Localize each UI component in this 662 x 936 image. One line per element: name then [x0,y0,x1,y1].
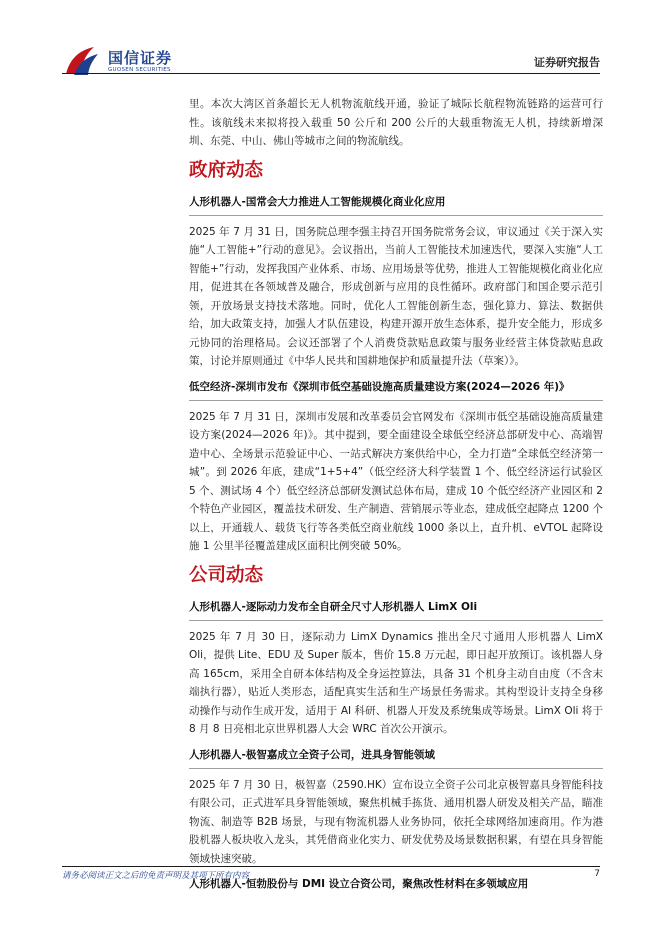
report-type-label: 证券研究报告 [534,56,600,69]
gov-item-2-body: 2025 年 7 月 31 日，深圳市发展和改革委员会官网发布《深圳市低空基础设施高质量建设方案(2024—2026 年)》。其中提到，要全面建设全球低空经济总部研发中心、高端智造中心、全场景示范验证中心、一站式解决方案供给中心，全力打造“全球低空经济第一城”。到 2026 年底，建成“1+5+4”（低空经济大科学装置 1 个、低空经济运行试验区 5 个、测试场 4 个）低空经济总部研发测试总体布局，建成 10 个低空经济产业园区和 2 个特色产业园区，覆盖技术研发、生产制造、营销展示等业态，建成低空起降点 1200 个以上，开通载人、载货飞行等各类低空商业航线 1000 条以上，直升机、eVTOL 起降设施 1 公里半径覆盖建成区面积比例突破 50%。 [189,410,603,552]
gov-item-1-body: 2025 年 7 月 31 日，国务院总理李强主持召开国务院常务会议，审议通过《关于深入实施“人工智能+”行动的意见》。会议指出，当前人工智能技术加速迭代，要深入实施“人工智能+”行动，发挥我国产业体系、市场、应用场景等优势，推进人工智能规模化商业化应用，促进其在各领域普及融合，形成创新与应用的良性循环。政府部门和国企要示范引领，开放场景支持技术落地。同时，优化人工智能创新生态，强化算力、算法、数据供给，加大政策支持，加强人才队伍建设，构建开源开放生态体系，提升安全能力，形成多元协同的治理格局。会议还部署了个人消费贷款贴息政策与服务业经营主体贷款贴息政策，讨论并原则通过《中华人民共和国耕地保护和质量提升法（草案）》。 [189,225,603,367]
section-title-government: 政府动态 [189,159,264,181]
company-item-1-divider [189,620,603,621]
header-divider [62,73,600,74]
company-item-1-title: 人形机器人-逐际动力发布全自研全尺寸人形机器人 LimX Oli [189,600,478,613]
page-header [0,0,662,80]
intro-paragraph: 里。本次大湾区首条超长无人机物流航线开通，验证了城际长航程物流链路的运营可行性。该航线未来拟将投入载重 50 公斤和 200 公斤的大载重物流无人机，持续新增深圳、东莞、中山、佛山等城市之间的物流航线。 [189,98,603,147]
logo-chinese-name: 国信证券 [108,49,173,67]
company-item-2-body: 2025 年 7 月 30 日，极智嘉（2590.HK）宣布设立全资子公司北京极智嘉具身智能科技有限公司，正式进军具身智能领域，聚焦机械手拣货、通用机器人研发及相关产品，瞄准物流、制造等 B2B 场景，与现有物流机器人业务协同，依托全球网络加速商用。作为港股机器人板块收入龙头，其凭借商业化实力、研发优势及场景数据积累，有望在具身智能领域快速突破。 [189,778,603,865]
footer-divider [62,866,600,867]
disclaimer-notice: 请务必阅读正文之后的免责声明及其项下所有内容 [62,871,250,881]
section-title-company: 公司动态 [189,564,264,586]
main-content [189,95,603,901]
company-item-1-body: 2025 年 7 月 30 日，逐际动力 LimX Dynamics 推出全尺寸通用人形机器人 LimX Oli，提供 Lite、EDU 及 Super 版本，售价 15.8 万元起，即日起开放预订。该机器人身高 165cm，采用全自研本体结构及全身运控算法，具备 31 个机身主动自由度（不含末端执行器），贴近人类形态，适配真实生活和生产场景任务需求。其构型设计支持全身移动操作与动作生成开发，适用于 AI 科研、机器人开发及系统集成等场景。LimX Oli 将于 8 月 8 日亮相北京世界机器人大会 WRC 首次公开演示。 [189,630,603,735]
company-item-2-title: 人形机器人-极智嘉成立全资子公司，进具身智能领域 [189,748,435,761]
gov-item-2-title: 低空经济-深圳市发布《深圳市低空基础设施高质量建设方案(2024—2026 年)》 [189,380,570,393]
gov-item-2-divider [189,400,603,401]
company-item-2-divider [189,768,603,769]
gov-item-1-title: 人形机器人-国常会大力推进人工智能规模化商业化应用 [189,195,446,208]
logo-english-name: GUOSEN SECURITIES [108,67,171,73]
gov-item-1-divider [189,215,603,216]
guosen-logo [64,44,184,80]
company-item-3-title: 人形机器人-恒勃股份与 DMI 设立合资公司，聚焦改性材料在多领域应用 [189,878,529,890]
page-number: 7 [594,869,600,879]
